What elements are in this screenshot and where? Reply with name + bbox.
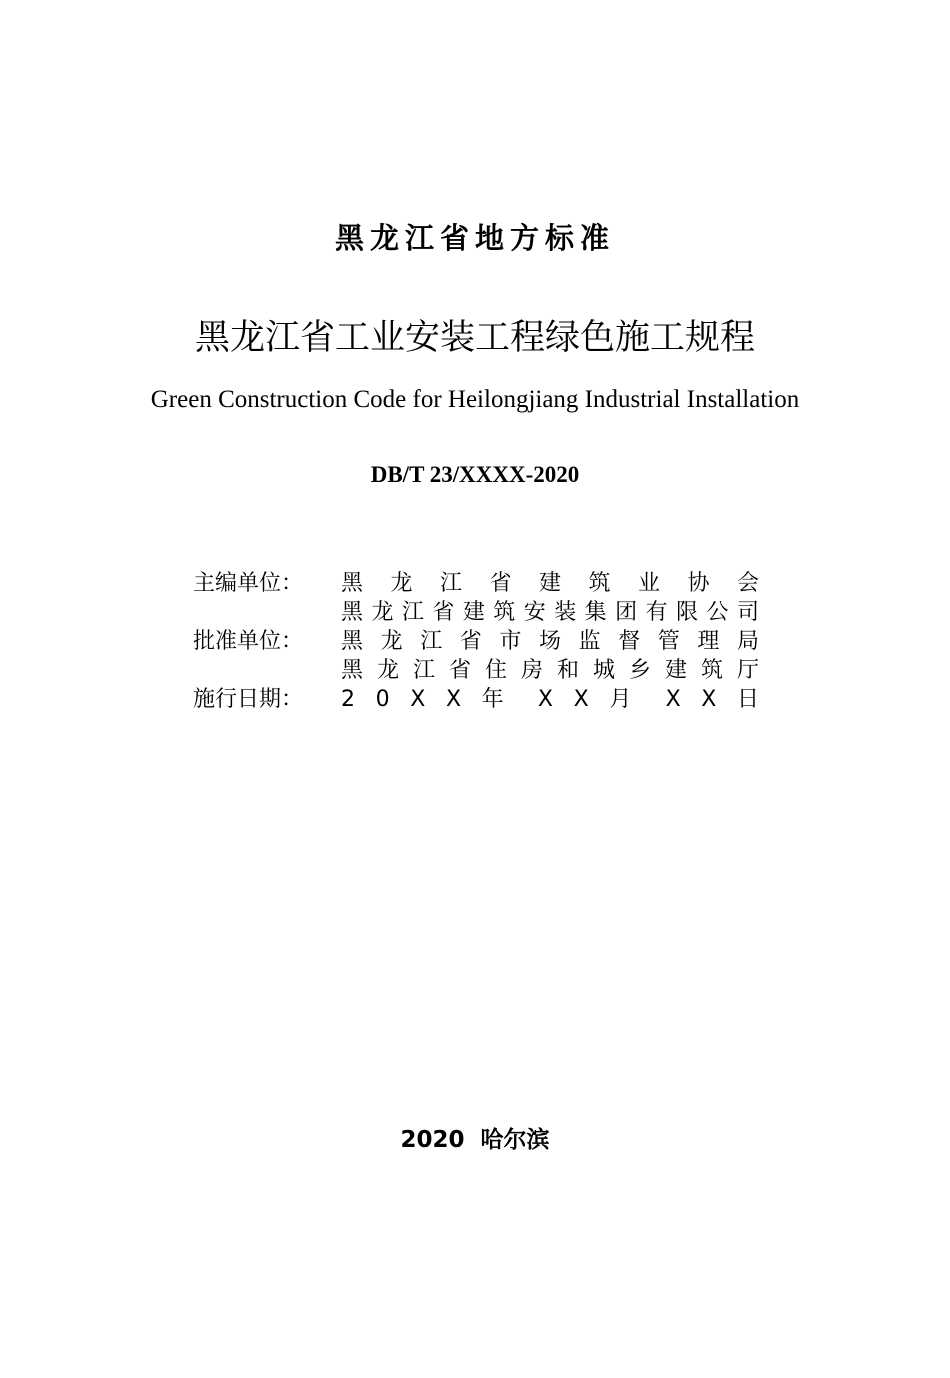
publication-year: 2020 (400, 1127, 465, 1153)
approver-row (193, 627, 759, 656)
document-title-chinese: 黑龙江省工业安装工程绿色施工规程 (194, 318, 755, 358)
publication-city: 哈尔滨 (480, 1127, 550, 1153)
editor-row (193, 569, 759, 598)
approver-org-2: 黑 龙 江 省 住 房 和 城 乡 建 筑 厅 (341, 658, 759, 683)
standard-series-title: 黑龙江省地方标准 (334, 221, 615, 255)
approver-label-spacer (193, 656, 341, 685)
effective-date-label: 施行日期： (193, 687, 304, 712)
publication-place-year (0, 1124, 950, 1156)
editor-org-2: 黑龙江省建筑安装集团有限公司 (341, 600, 759, 625)
editor-label: 主编单位： (193, 571, 304, 596)
effective-date-value: 2 0 X X 年 X X 月 X X 日 (341, 687, 759, 712)
editor-label-spacer (193, 598, 341, 627)
date-row (193, 685, 759, 714)
document-title-english: Green Construction Code for Heilongjiang Industrial Installation (150, 386, 800, 413)
approver-org-1: 黑 龙 江 省 市 场 监 督 管 理 局 (341, 629, 759, 654)
standard-code: DB/T 23/XXXX-2020 (370, 462, 580, 487)
publication-info (193, 569, 759, 714)
approver-row-2 (193, 656, 759, 685)
editor-row-2 (193, 598, 759, 627)
editor-org-1: 黑 龙 江 省 建 筑 业 协 会 (341, 571, 759, 596)
approver-label: 批准单位： (193, 629, 304, 654)
